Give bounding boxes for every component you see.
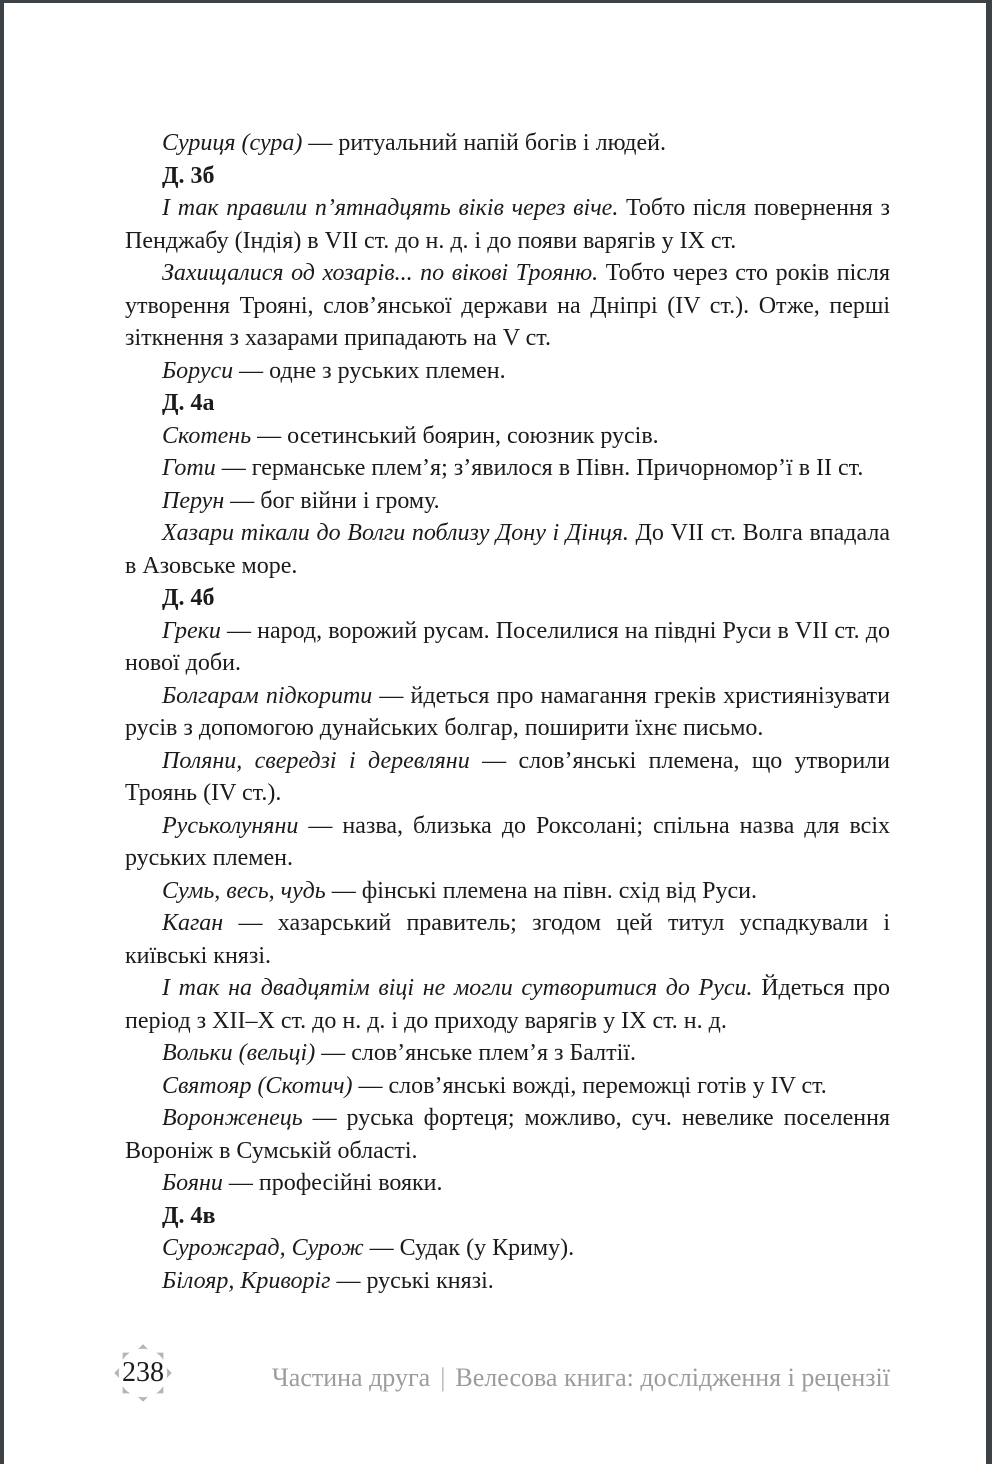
glossary-entry (125, 1232, 890, 1265)
entry-definition: — одне з руських племен. (233, 357, 506, 384)
entry-definition: Тобто через сто років після утворення Трояні, слов’янської держави на Дніпрі (IV ст.). Отже, перші зіткнення з хазарами припадають на V ст. (125, 260, 890, 351)
glossary-entry (125, 615, 890, 680)
entry-term: Сурожград, Сурож (162, 1235, 364, 1261)
glossary-entry (125, 1102, 890, 1167)
entry-definition: — руська фортеця; можливо, суч. невелике поселення Вороніж в Сумській області. (125, 1105, 890, 1164)
entry-term: І так правили п’ятнадцять віків через віче. (162, 195, 619, 221)
entry-term: Перун (162, 487, 225, 514)
glossary-entry (125, 355, 890, 388)
glossary-entry (125, 1265, 890, 1298)
entry-definition: — осетинський боярин, союзник русів. (251, 422, 659, 449)
glossary-entry (125, 875, 890, 908)
running-footer (272, 1363, 890, 1393)
page-number-ornament (112, 1342, 174, 1404)
entry-term: Готи (162, 455, 216, 481)
glossary-entry (125, 485, 890, 518)
entry-term: Боруси (162, 357, 234, 384)
entry-term: Болгарам підкорити (162, 682, 373, 709)
glossary-entry (125, 192, 890, 257)
entry-term: І так на двадцятім віці не могли сутворитися до Руси. (162, 975, 753, 1001)
entry-term: Воронженець (162, 1105, 303, 1131)
entry-term: Сумь, весь, чудь (162, 877, 326, 904)
glossary-entry (125, 972, 890, 1037)
doc-heading (125, 160, 890, 193)
page-number: 238 (122, 1357, 164, 1388)
glossary-text (125, 127, 890, 1297)
doc-heading (125, 1200, 890, 1233)
entry-definition: — йдеться про намагання греків християнізувати русів з допомогою дунайських болгар, поширити їхнє письмо. (125, 682, 890, 741)
glossary-entry (125, 1070, 890, 1103)
glossary-entry (125, 452, 890, 485)
glossary-entry (125, 127, 890, 160)
heading-label: Д. 4в (162, 1202, 216, 1229)
glossary-entry (125, 1167, 890, 1200)
entry-definition: Тобто після повернення з Пенджабу (Індія) в VII ст. до н. д. і до появи варягів у IX ст. (125, 195, 890, 254)
entry-definition: — бог війни і грому. (224, 487, 440, 514)
glossary-entry (125, 517, 890, 582)
glossary-entry (125, 907, 890, 972)
entry-definition: — германське плем’я; з’явилося в Півн. Причорномор’ї в II ст. (215, 455, 864, 481)
entry-term: Бояни (162, 1170, 223, 1196)
entry-definition: — слов’янські вожді, переможці готів у IV ст. (352, 1072, 827, 1099)
entry-definition: — назва, близька до Роксолані; спільна назва для всіх руських племен. (125, 812, 890, 871)
entry-term: Хазари тікали до Волги поблизу Дону і Дінця. (162, 520, 629, 546)
entry-term: Суриця (сура) (162, 130, 303, 156)
heading-label: Д. 4а (162, 390, 215, 416)
entry-definition: — ритуальний напій богів і людей. (302, 130, 666, 156)
heading-label: Д. 3б (162, 162, 215, 189)
entry-term: Святояр (Скотич) (162, 1072, 353, 1099)
entry-definition: — руські князі. (330, 1267, 494, 1294)
entry-definition: — Судак (у Криму). (363, 1235, 575, 1261)
footer-book-title: Велесова книга: дослідження і рецензії (455, 1363, 890, 1392)
entry-term: Каган (162, 910, 224, 936)
doc-heading (125, 387, 890, 420)
entry-definition: — слов’янське плем’я з Балтії. (315, 1040, 636, 1066)
heading-label: Д. 4б (162, 585, 215, 611)
footer-separator: | (440, 1363, 446, 1392)
entry-definition: — слов’янські племена, що утворили Троянь (IV ст.). (125, 747, 891, 806)
glossary-entry (125, 420, 890, 453)
entry-definition: — фінські племена на півн. схід від Руси. (325, 877, 757, 904)
entry-term: Руськолуняни (162, 812, 299, 839)
entry-term: Греки (162, 617, 221, 644)
entry-definition: Йдеться про період з XII–X ст. до н. д. і до приходу варягів у IX ст. н. д. (125, 975, 891, 1034)
glossary-entry (125, 810, 890, 875)
glossary-entry (125, 257, 890, 355)
entry-term: Поляни, свередзі і деревляни (162, 747, 470, 774)
entry-definition: — народ, ворожий русам. Поселилися на півдні Руси в VII ст. до нової доби. (125, 617, 890, 676)
entry-term: Білояр, Криворіг (162, 1267, 331, 1294)
entry-term: Захищалися од хозарів... по вікові Трояню. (162, 260, 599, 286)
glossary-entry (125, 745, 890, 810)
doc-heading (125, 582, 890, 615)
glossary-entry (125, 680, 890, 745)
entry-term: Скотень (162, 422, 252, 449)
glossary-entry (125, 1037, 890, 1070)
entry-term: Вольки (вельці) (162, 1040, 316, 1066)
footer-section-label: Частина друга (271, 1363, 431, 1392)
entry-definition: — хазарський правитель; згодом цей титул успадкували і київські князі. (125, 910, 890, 969)
entry-definition: До VII ст. Волга впадала в Азовське море. (125, 520, 890, 579)
page-footer (4, 1341, 986, 1411)
entry-definition: — професійні вояки. (222, 1170, 443, 1196)
